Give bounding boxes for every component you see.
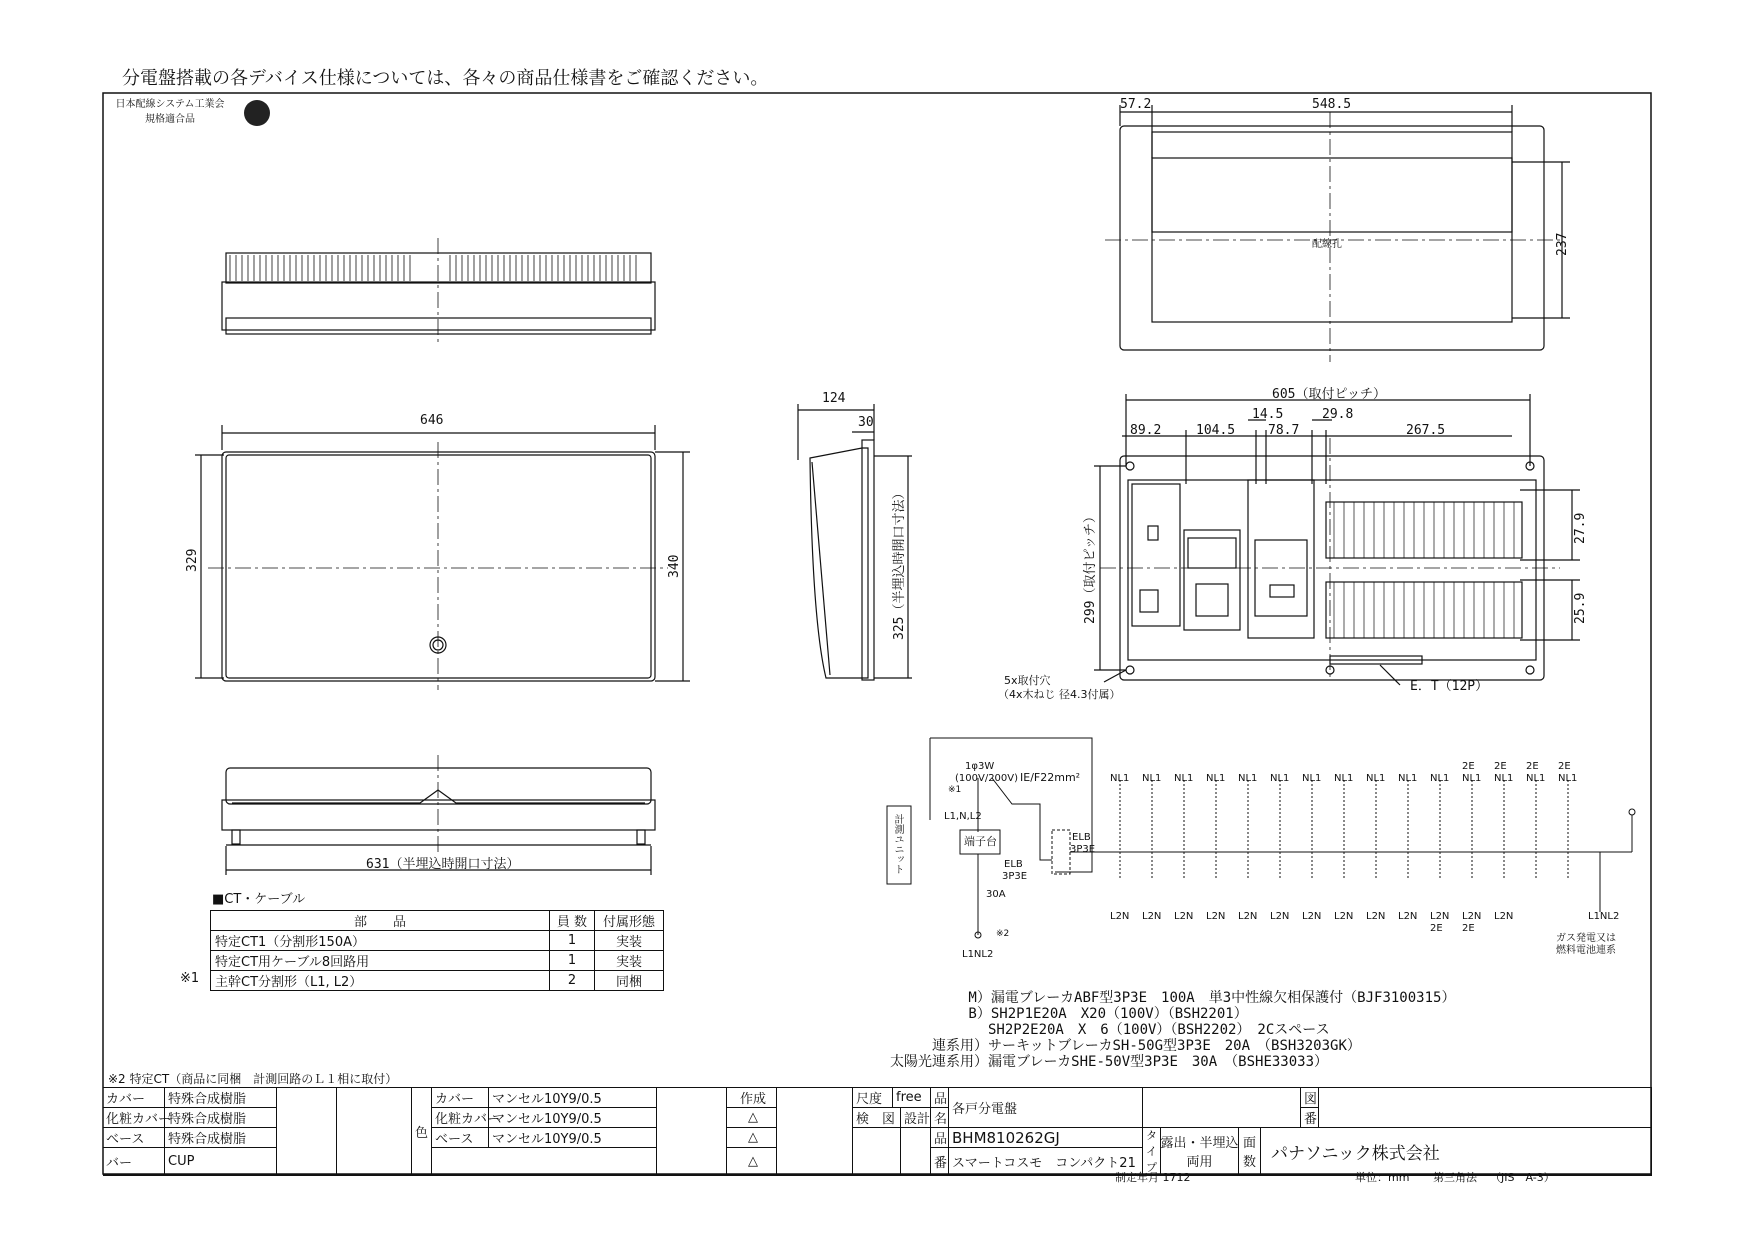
wiring-hole-label: 配線孔: [1312, 239, 1342, 250]
cell-part: 特定CT1（分割形150A）: [211, 931, 550, 951]
gas-line-label: L1NL2: [1588, 911, 1620, 922]
color-part: ベース: [432, 1128, 489, 1148]
spec-line: SH2P2E20A X 6（100V）（BSH2202） 2Cスペース: [890, 1022, 1330, 1038]
model-number: BHM810262GJ: [949, 1128, 1143, 1148]
circuit-label: L2N: [1238, 911, 1258, 922]
circuit-label: NL1: [1526, 773, 1546, 784]
main-elb-label: ELB: [1072, 832, 1091, 843]
title-block: [103, 1087, 1652, 1176]
dim-89: 89.2: [1130, 423, 1162, 438]
scale-label: 尺度: [853, 1088, 893, 1108]
circuit-label: L2N: [1398, 911, 1418, 922]
circuit-label: NL1: [1334, 773, 1354, 784]
dim-267: 267.5: [1406, 423, 1446, 438]
circuit-label: L2N: [1334, 911, 1354, 922]
circuit-label: 2E: [1494, 761, 1507, 772]
ct-note: ※2 特定CT（商品に同梱 計測回路のＬ１相に取付）: [108, 1072, 398, 1086]
color-value: マンセル10Y9/0.5: [489, 1108, 657, 1128]
check-label: 検 図: [853, 1108, 901, 1128]
circuit-label: L2N: [1110, 911, 1130, 922]
established-date: 制定年月 1712: [1115, 1171, 1191, 1184]
dim-mount-pitch-v: 299（取付ピッチ）: [1083, 510, 1098, 624]
col-qty: 員 数: [550, 911, 595, 931]
dim-depth: 124: [822, 391, 846, 406]
material-value: 特殊合成樹脂: [165, 1088, 277, 1108]
spec-line: M）漏電ブレーカABF型3P3E 100A 単3中性線欠相保護付（BJF3100315）: [890, 990, 1456, 1006]
dim-height-inner: 329: [185, 548, 200, 572]
hin-label: 品: [931, 1128, 949, 1148]
circuit-label: L2N: [1142, 911, 1162, 922]
zu-label: 図: [1301, 1088, 1319, 1108]
color-label: 色: [412, 1088, 432, 1175]
terminal-block-label: 端子台: [964, 835, 997, 848]
circuit-label: NL1: [1110, 773, 1130, 784]
type-char: タ: [1146, 1129, 1157, 1142]
type-char: イ: [1146, 1145, 1157, 1158]
et-terminal-label: E．T（12P）: [1410, 679, 1489, 694]
blank-cell: [337, 1088, 412, 1175]
design-label: 設計: [901, 1108, 931, 1128]
jis-label: （JIS A-3）: [1490, 1171, 1555, 1184]
circuit-label: 2E: [1430, 923, 1443, 934]
dim-mount-pitch: 605（取付ピッチ）: [1272, 387, 1386, 402]
circuit-label: NL1: [1494, 773, 1514, 784]
cell-type: 実装: [595, 951, 664, 971]
circuit-label: NL1: [1238, 773, 1258, 784]
hin-label: 品: [931, 1088, 949, 1108]
material-part: 化粧カバー: [103, 1108, 165, 1128]
dim-width: 646: [420, 413, 444, 428]
circuit-label: NL1: [1430, 773, 1450, 784]
table-header-row: [211, 911, 664, 931]
circuit-label: 2E: [1526, 761, 1539, 772]
circuit-label: L2N: [1174, 911, 1194, 922]
made-label: 作成: [727, 1088, 777, 1108]
material-part: バー: [103, 1148, 165, 1175]
cell-part: 特定CT用ケーブル8回路用: [211, 951, 550, 971]
top-view-box: [222, 238, 655, 345]
dim-opening-width: 631（半埋込時開口寸法）: [366, 857, 520, 872]
dim-29: 29.8: [1322, 407, 1354, 422]
circuit-label: NL1: [1366, 773, 1386, 784]
scale-value: free: [893, 1088, 931, 1108]
opening-view-box: [1105, 105, 1570, 362]
blank-cell: [901, 1128, 931, 1175]
projection-label: 第三角法: [1433, 1171, 1477, 1184]
face-char: 面: [1242, 1136, 1256, 1151]
line-label: L1,N,L2: [944, 811, 982, 822]
cell-qty: 1: [550, 951, 595, 971]
cell-type: 実装: [595, 931, 664, 951]
blank-cell: [1143, 1088, 1301, 1128]
company-name: パナソニック株式会社: [1261, 1128, 1651, 1175]
circuit-label: L2N: [1462, 911, 1482, 922]
blank-cell: [777, 1088, 853, 1175]
blank-cell: [432, 1148, 657, 1175]
install-type: [1161, 1128, 1239, 1175]
breaker-spec-list: [890, 990, 1455, 1070]
dim-flange: 30: [858, 415, 874, 430]
install-value: 露出・半埋込: [1160, 1136, 1239, 1151]
circuit-label: NL1: [1462, 773, 1482, 784]
table-row: [211, 931, 664, 951]
sub-elb-type: 3P3E: [1002, 871, 1028, 882]
supply-label: 1φ3W: [965, 761, 995, 772]
mount-holes-label: 5x取付穴: [1004, 674, 1051, 687]
wiring-diagram: [887, 738, 1635, 938]
color-part: 化粧カバー: [432, 1108, 489, 1128]
circuit-label: NL1: [1558, 773, 1578, 784]
circuit-label: 2E: [1462, 761, 1475, 772]
type-char: プ: [1146, 1161, 1157, 1174]
main-elb-type: 3P3E: [1070, 844, 1096, 855]
dim-hole-offset: 57.2: [1120, 97, 1152, 112]
face-char: 数: [1242, 1155, 1256, 1170]
circuit-label: NL1: [1270, 773, 1290, 784]
blank-cell: [277, 1088, 337, 1175]
dim-78: 78.7: [1268, 423, 1300, 438]
material-value: 特殊合成樹脂: [165, 1108, 277, 1128]
type-label: [1143, 1128, 1161, 1175]
ct-row-marker: ※1: [180, 971, 200, 986]
circuit-label: L2N: [1430, 911, 1450, 922]
ct-table: [210, 910, 664, 991]
mount-screws-label: （4x木ねじ 径4.3付属）: [998, 688, 1121, 701]
association-name: 日本配線システム工業会: [115, 99, 225, 110]
col-type: 付属形態: [595, 911, 664, 931]
mei-label: 名: [931, 1108, 949, 1128]
cell-type: 同梱: [595, 971, 664, 991]
revision-mark: △: [727, 1108, 777, 1128]
cable-label: IE/F22mm²: [1020, 771, 1081, 784]
top-note: 分電盤搭載の各デバイス仕様については、各々の商品仕様書をご確認ください。: [122, 68, 769, 89]
dim-14: 14.5: [1252, 407, 1284, 422]
material-value: 特殊合成樹脂: [165, 1128, 277, 1148]
table-row: [211, 971, 664, 991]
meter-unit-label: 計測ユニット: [892, 814, 903, 874]
ct-table-title: ■CT・ケーブル: [212, 892, 306, 907]
circuit-label: NL1: [1174, 773, 1194, 784]
col-part: 部 品: [211, 911, 550, 931]
spec-line: 連系用）サーキットブレーカSH-50G型3P3E 20A （BSH3203GK）: [890, 1038, 1361, 1054]
conformity-label: 規格適合品: [145, 114, 195, 125]
ct-marker-1: ※1: [948, 785, 962, 795]
circuit-label: NL1: [1302, 773, 1322, 784]
circuit-label: L2N: [1270, 911, 1290, 922]
solar-line-label: L1NL2: [962, 949, 994, 960]
circuit-label: NL1: [1142, 773, 1162, 784]
circuit-label: 2E: [1462, 923, 1475, 934]
color-value: マンセル10Y9/0.5: [489, 1128, 657, 1148]
dim-27-9: 27.9: [1573, 512, 1588, 544]
ct-marker-2: ※2: [996, 929, 1010, 939]
install-value-2: 両用: [1186, 1155, 1213, 1170]
circuit-label: 2E: [1558, 761, 1571, 772]
front-view-box: [195, 425, 690, 690]
gas-note-1: ガス発電又は: [1556, 933, 1616, 944]
material-part: カバー: [103, 1088, 165, 1108]
blank-cell: [657, 1088, 727, 1175]
voltage-label: (100V/200V): [955, 773, 1019, 784]
product-name: 各戸分電盤: [949, 1088, 1143, 1128]
revision-mark: △: [727, 1128, 777, 1148]
dim-25-9: 25.9: [1573, 592, 1588, 624]
unit-label: 単位：mm: [1355, 1171, 1410, 1184]
cell-qty: 1: [550, 931, 595, 951]
spec-line: 太陽光連系用）漏電ブレーカSHE-50V型3P3E 30A （BSHE33033）: [890, 1054, 1329, 1070]
blank-cell: [853, 1128, 901, 1175]
sub-elb-rating: 30A: [986, 889, 1006, 900]
circuit-label: L2N: [1494, 911, 1514, 922]
material-part: ベース: [103, 1128, 165, 1148]
dim-hole-height: 237: [1555, 232, 1570, 256]
color-value: マンセル10Y9/0.5: [489, 1088, 657, 1108]
color-part: カバー: [432, 1088, 489, 1108]
sub-elb-label: ELB: [1004, 859, 1023, 870]
dim-hole-width: 548.5: [1312, 97, 1352, 112]
cell-part: 主幹CT分割形（L1, L2）: [211, 971, 550, 991]
ban-label: 番: [1301, 1108, 1319, 1128]
dim-104: 104.5: [1196, 423, 1236, 438]
material-value: CUP: [165, 1148, 277, 1175]
spec-line: B）SH2P1E20A X20（100V）（BSH2201）: [890, 1006, 1248, 1022]
interior-view-box: [1094, 394, 1580, 685]
circuit-label: L2N: [1206, 911, 1226, 922]
face-label: [1239, 1128, 1261, 1175]
cell-qty: 2: [550, 971, 595, 991]
drawing-number: [1319, 1088, 1651, 1128]
circuit-label: NL1: [1206, 773, 1226, 784]
circuit-label: NL1: [1398, 773, 1418, 784]
revision-mark: △: [727, 1148, 777, 1175]
series-name: スマートコスモ コンパクト21: [949, 1148, 1143, 1175]
dim-height-outer: 340: [667, 554, 682, 578]
circuit-label: L2N: [1366, 911, 1386, 922]
gas-note-2: 燃料電池連系: [1556, 945, 1616, 956]
circuit-label: L2N: [1302, 911, 1322, 922]
table-row: [211, 951, 664, 971]
dim-opening-height: 325（半埋込時開口寸法）: [892, 486, 907, 640]
ban-label: 番: [931, 1148, 949, 1175]
